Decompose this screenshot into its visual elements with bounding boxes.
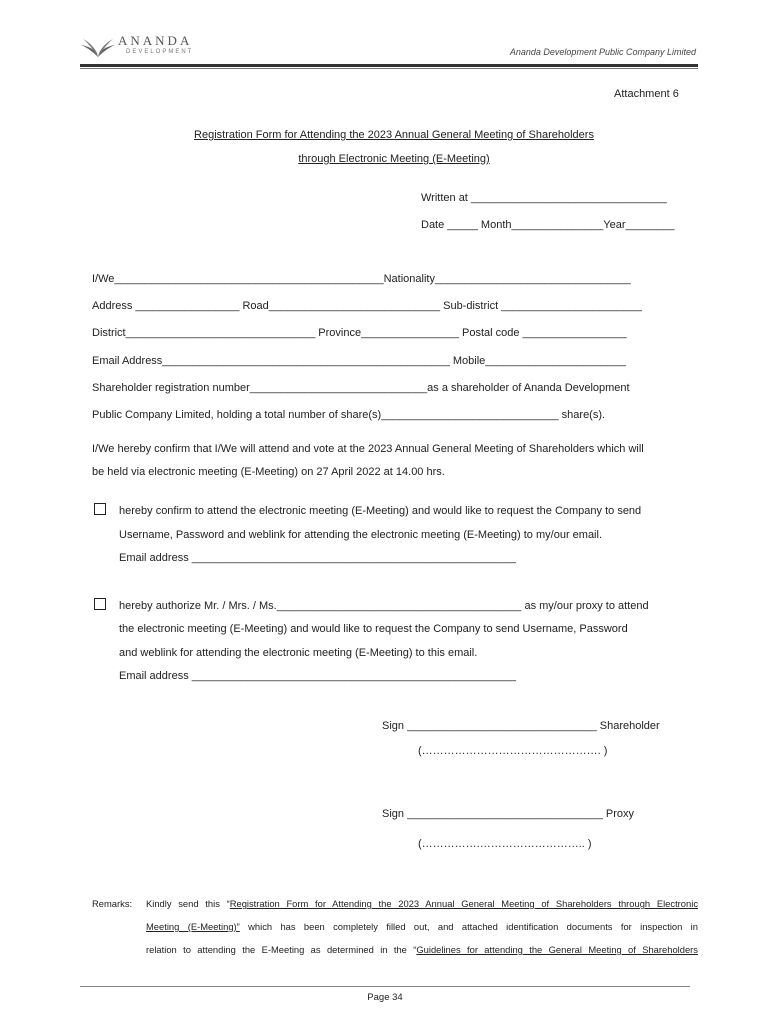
authorize-proxy-checkbox[interactable] bbox=[94, 598, 106, 610]
confirm-text-1: I/We hereby confirm that I/We will attend and vote at the 2023 Annual General Meeting of Shareholders which will bbox=[92, 443, 644, 455]
header-rule-thin bbox=[80, 68, 698, 69]
address-field[interactable]: Address _________________ Road____________________________ Sub-district _______________________ bbox=[92, 300, 642, 312]
attend-self-checkbox[interactable] bbox=[94, 503, 106, 515]
header-rule bbox=[80, 64, 698, 67]
form-subtitle: through Electronic Meeting (E-Meeting) bbox=[298, 153, 490, 165]
remarks-body bbox=[146, 892, 698, 961]
company-name: Ananda Development Public Company Limited bbox=[509, 47, 696, 57]
district-field[interactable]: District_______________________________ Province________________ Postal code _________________ bbox=[92, 327, 627, 339]
remarks-label: Remarks: bbox=[92, 898, 133, 909]
logo-subtitle: DEVELOPMENT bbox=[126, 49, 194, 55]
wings-icon bbox=[80, 35, 116, 61]
attachment-label: Attachment 6 bbox=[614, 88, 679, 100]
page-number: Page 34 bbox=[367, 992, 403, 1003]
option2-text-3: and weblink for attending the electronic meeting (E-Meeting) to this email. bbox=[119, 647, 478, 659]
option2-text-1[interactable]: hereby authorize Mr. / Mrs. / Ms.________________________________________ as my/our proxy to attend bbox=[119, 600, 649, 612]
option2-text-2: the electronic meeting (E-Meeting) and would like to request the Company to send Username, Password bbox=[119, 623, 628, 635]
form-title: Registration Form for Attending the 2023 Annual General Meeting of Shareholders bbox=[194, 129, 594, 141]
logo-wordmark: ANANDA bbox=[118, 33, 193, 48]
option1-text-2: Username, Password and weblink for attending the electronic meeting (E-Meeting) to my/our email. bbox=[119, 529, 603, 541]
confirm-text-2: be held via electronic meeting (E-Meeting) on 27 April 2022 at 14.00 hrs. bbox=[92, 466, 445, 478]
remarks-text-1: Kindly send this “ bbox=[146, 898, 230, 909]
footer-rule bbox=[80, 986, 690, 987]
company-logo bbox=[80, 33, 200, 61]
shares-total-field[interactable]: Public Company Limited, holding a total number of share(s)_____________________________ share(s). bbox=[92, 409, 606, 421]
email-mobile-field[interactable]: Email Address_______________________________________________ Mobile_______________________ bbox=[92, 355, 627, 367]
option1-text-1: hereby confirm to attend the electronic meeting (E-Meeting) and would like to request the Company to send bbox=[119, 505, 642, 517]
remarks-guidelines-link: Guidelines for attending the General Meeting of Shareholders bbox=[416, 944, 698, 955]
written-at-field[interactable]: Written at ________________________________ bbox=[421, 192, 667, 204]
name-nationality-field[interactable]: I/We____________________________________________Nationality________________________________ bbox=[92, 273, 631, 285]
option1-email-field[interactable]: Email address _____________________________________________________ bbox=[119, 552, 516, 564]
remarks-text-2: which has been completely filled out, and attached identification documents for inspection in bbox=[239, 921, 698, 932]
shareholder-number-field[interactable]: Shareholder registration number_____________________________as a shareholder of Ananda Development bbox=[92, 382, 630, 394]
remarks-form-link-2: Meeting (E-Meeting)” bbox=[146, 921, 240, 932]
proxy-printed-name[interactable]: (…………….……………………….. ) bbox=[418, 838, 592, 850]
remarks-form-link: Registration Form for Attending the 2023 Annual General Meeting of Shareholders through Electronic bbox=[229, 898, 699, 909]
shareholder-printed-name[interactable]: (…………………………………………. ) bbox=[418, 745, 608, 757]
remarks-text-3: relation to attending the E-Meeting as determined in the “ bbox=[146, 944, 417, 955]
proxy-signature-field[interactable]: Sign ________________________________ Proxy bbox=[382, 808, 635, 820]
option2-email-field[interactable]: Email address _____________________________________________________ bbox=[119, 670, 516, 682]
shareholder-signature-field[interactable]: Sign _______________________________ Shareholder bbox=[382, 720, 660, 732]
date-field[interactable]: Date _____ Month_______________Year________ bbox=[421, 219, 675, 231]
